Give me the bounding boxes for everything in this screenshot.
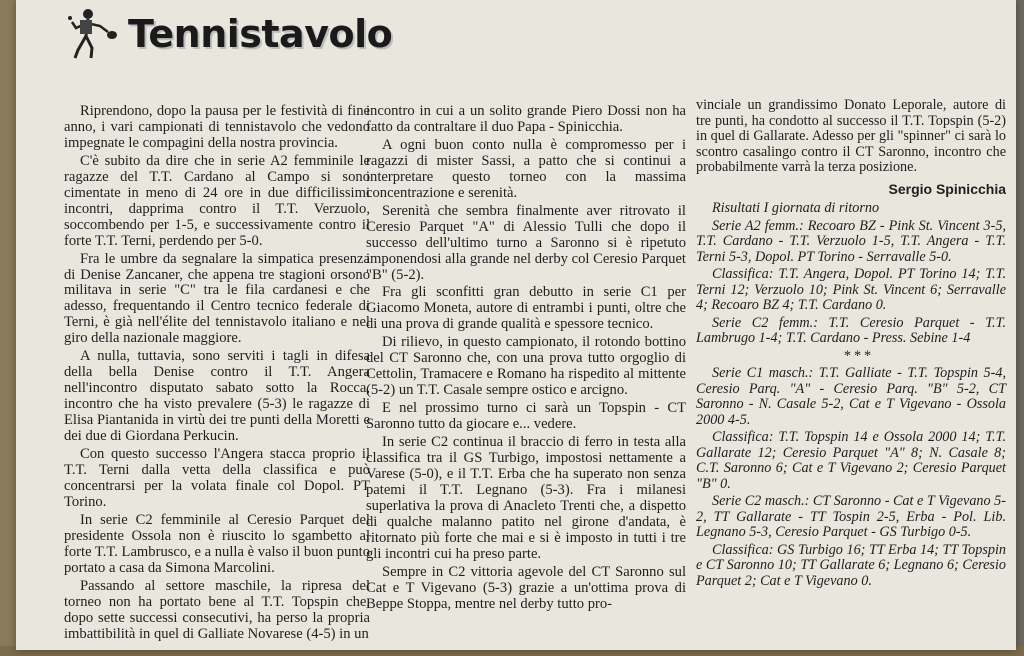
paragraph: A ogni buon conto nulla è compromesso per i ragazzi di mister Sassi, a patto che si continui a interpretare questo torneo con la massima concentrazione e serenità. <box>366 136 686 201</box>
paragraph: Di rilievo, in questo campionato, il rotondo bottino del CT Saronno che, con una prova tutto orgoglio di Cettolin, Tramacere e Romano ha rispedito al mittente (5-2) un T.T. Casale sempre ostico e arcigno. <box>366 334 686 399</box>
paragraph: In serie C2 continua il braccio di ferro in testa alla classifica tra il GS Turbigo, impostosi nettamente a Varese (5-0), e il T.T. Erba che ha superato non senza patemi il T.T. Legnano (5-3). Fra i milanesi superlativa la prova di Anacleto Trenti che, a dispetto di qualche malanno patito nel girone d'andata, è ritornato più forte che mai e si è imposto in tutti i tre gli incontri cui ha preso parte. <box>366 434 686 562</box>
author-byline: Sergio Spinicchia <box>888 180 1006 197</box>
newspaper-clipping <box>16 0 1016 650</box>
results-item: Classifica: T.T. Angera, Dopol. PT Torino 14; T.T. Terni 12; Verzuolo 10; Pink St. Vincent 6; Serravalle 4; Recoaro BZ 4; T.T. Cardano 0. <box>696 266 1006 313</box>
column-1 <box>64 104 370 644</box>
paragraph: Fra le umbre da segnalare la simpatica presenza di Denise Zancaner, che appena tre stagioni orsono militava in serie "C" tra le fila cardanesi e che adesso, frequentando il Centro tecnico federale di Terni, è già nell'élite del tennistavolo italiano e nel giro della nazionale maggiore. <box>64 250 370 347</box>
paragraph: In serie C2 femminile al Ceresio Parquet del presidente Ossola non è riuscito lo sgambetto al forte T.T. Lambrusco, e a nulla è valso il buon punto portato a casa da Simona Marcolini. <box>64 511 370 576</box>
paragraph: Passando al settore maschile, la ripresa del torneo non ha portato bene al T.T. Topspin che, dopo sette successi consecutivi, ha perso la propria imbattibilità in quel di Galliate Novarese (4-5) in un <box>64 577 370 642</box>
paragraph: incontro in cui a un solito grande Piero Dossi non ha fatto da contraltare il duo Papa - Spinicchia. <box>366 103 686 135</box>
paragraph: E nel prossimo turno ci sarà un Topspin - CT Saronno tutto da giocare e... vedere. <box>366 400 686 433</box>
results-item: Serie C2 femm.: T.T. Ceresio Parquet - T.T. Lambrugo 1-4; T.T. Cardano - Press. Sebine 1-4 <box>696 314 1006 346</box>
page-title: Tennistavolo <box>128 12 393 56</box>
results-item: Serie C1 masch.: T.T. Galliate - T.T. Topspin 5-4, Ceresio Parq. "A" - Ceresio Parq. "B" 5-2, CT Saronno - N. Casale 5-2, Cat e T Vigevano - Ossola 2000 4-5. <box>696 365 1006 428</box>
paragraph: Sempre in C2 vittoria agevole del CT Saronno sul Cat e T Vigevano (5-3) grazie a un'ottima prova di Beppe Stoppa, mentre nel derby tutto pro- <box>366 563 686 612</box>
paragraph: Fra gli sconfitti gran debutto in serie C1 per Giacomo Moneta, autore di entrambi i punti, oltre che di una prova di grande qualità e spessore tecnico. <box>366 284 686 333</box>
paragraph: Riprendono, dopo la pausa per le festività di fine anno, i vari campionati di tennistavolo che vedono impegnate le compagini della nostra provincia. <box>64 103 370 151</box>
paragraph: vinciale un grandissimo Donato Leporale, autore di tre punti, ha condotto al successo il T.T. Topspin (5-2) in quel di Gallarate. Adesso per gli "spinner" ci sarà lo scontro casalingo contro il CT Saronno, incontro che probabilmente varrà la terza posizione. <box>696 97 1006 175</box>
paragraph: Con questo successo l'Angera stacca proprio il T.T. Terni dalla vetta della classifica e può concentrarsi per la volata finale col Dopol. PT Torino. <box>64 446 370 510</box>
results-item: Serie A2 femm.: Recoaro BZ - Pink St. Vincent 3-5, T.T. Cardano - T.T. Verzuolo 1-5, T.T. Angera - T.T. Terni 5-3, Dopol. PT Torino - Serravalle 5-0. <box>696 217 1006 265</box>
results-item: Classifica: GS Turbigo 16; TT Erba 14; TT Topspin e CT Saronno 10; TT Gallarate 6; Legnano 6; Ceresio Parquet 2; Cat e T Vigevano 0. <box>696 541 1006 589</box>
results-title: Risultati I giornata di ritorno <box>712 200 880 216</box>
paragraph: C'è subito da dire che in serie A2 femminile le ragazze del T.T. Cardano al Campo si sono cimentate in meno di 24 ore in due difficilissimi incontri, dapprima contro il T.T. Verzuolo, soccombendo per 1-5, e successivamente contro il forte T.T. Terni, perdendo per 5-0. <box>64 152 370 249</box>
article-header <box>44 4 414 62</box>
paragraph: A nulla, tuttavia, sono serviti i tagli in difesa della bella Denise contro il T.T. Angera nell'incontro disputato sabato sotto la Rocca, incontro che ha visto prevalere (5-3) le ragazze di Elisa Piantanida in virtù dei tre punti della Moretti e dei due di Giordana Perkucin. <box>64 348 370 445</box>
section-divider: *** <box>843 347 875 364</box>
results-item: Serie C2 masch.: CT Saronno - Cat e T Vigevano 5-2, TT Gallarate - TT Tospin 2-5, Erba - Pol. Lib. Legnano 5-3, Ceresio Parquet - GS Turbigo 0-5. <box>696 493 1006 540</box>
table-tennis-player-icon <box>58 6 122 60</box>
results-item: Classifica: T.T. Topspin 14 e Ossola 2000 14; T.T. Gallarate 12; Ceresio Parquet "A" 8; N. Casale 8; C.T. Saronno 6; Cat e T Vigevano 2; Ceresio Parquet "B" 0. <box>696 429 1006 492</box>
column-2 <box>366 104 686 615</box>
paragraph: Serenità che sembra finalmente aver ritrovato il Ceresio Parquet "A" di Alessio Tulli che dopo il successo dell'ultimo turno a Saronno si è ripetuto imponendosi alla grande nel derby col Ceresio Parquet "B" (5-2). <box>366 202 686 283</box>
column-3 <box>696 98 1006 591</box>
